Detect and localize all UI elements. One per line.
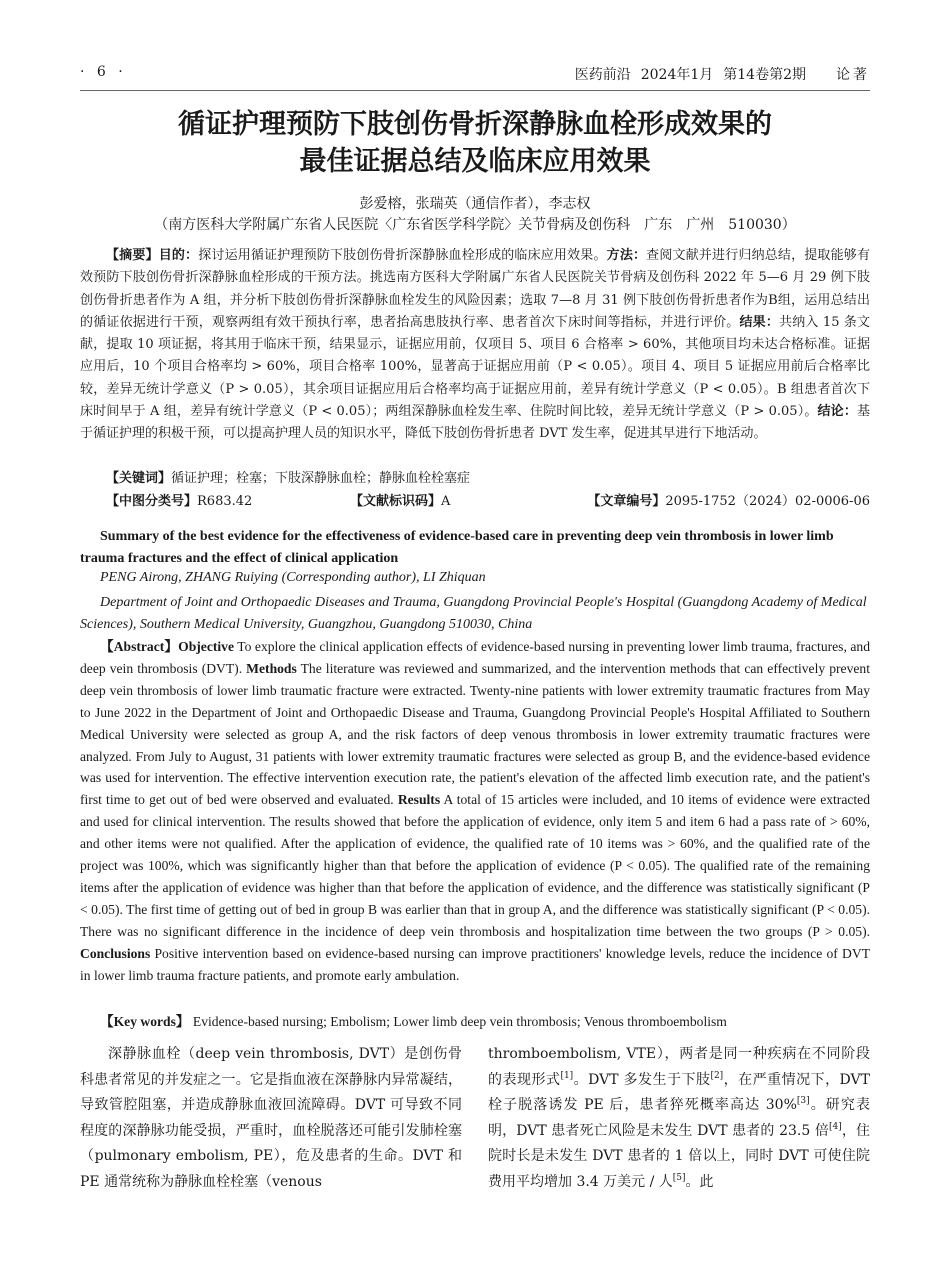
body-text: 。DVT 多发生于下肢	[573, 1071, 711, 1088]
body-column-right	[488, 1042, 870, 1196]
citation-ref: [2]	[710, 1070, 724, 1081]
body-column-left	[80, 1042, 462, 1196]
chinese-abstract	[80, 245, 870, 446]
en-objective-text: To explore the clinical application effects of evidence-based nursing in preventing lower limb trauma, fractures, and deep vein thrombosis (DVT).	[80, 639, 871, 676]
doc-value: A	[441, 494, 451, 509]
article-category: 论著	[836, 67, 870, 83]
body-text: ，住院时长是未发生 DVT 患者的 1 倍以上，同时 DVT 可使住院费用平均增加 3.4 万美元 / 人	[488, 1122, 871, 1190]
body-text: ，在严重情况下，DVT 栓子脱落诱发 PE 后，患者猝死概率高达 30%	[488, 1071, 870, 1114]
objective-text: 探讨运用循证护理预防下肢创伤骨折深静脉血栓形成的临床应用效果。	[198, 248, 607, 263]
journal-name: 医药前沿	[574, 67, 631, 83]
en-results-label: Results	[397, 792, 441, 808]
english-authors: PENG Airong, ZHANG Ruiying (Corresponding author), LI Zhiquan	[100, 570, 486, 585]
keywords-text: 循证护理；栓塞；下肢深静脉血栓；静脉血栓栓塞症	[171, 471, 471, 486]
english-keywords	[80, 1010, 870, 1030]
article-label: 【文章编号】	[587, 494, 666, 509]
en-keywords-text: Evidence-based nursing; Embolism; Lower limb deep vein thrombosis; Venous thromboembolism	[189, 1014, 727, 1029]
body-text: thromboembolism, VTE），两者是同一种疾病在不同阶段的表现形式	[488, 1046, 870, 1088]
page-number: · 6 ·	[80, 64, 127, 80]
paper-page	[80, 0, 870, 1280]
english-affiliation: Department of Joint and Orthopaedic Diseases and Trauma, Guangdong Provincial People's Hospital (Guangdong Academy of Medical Sciences), Southern Medical University, Guangzhou, Guangdong 510030, China	[80, 595, 867, 632]
body-text: 。此	[685, 1173, 714, 1190]
affiliation: （南方医科大学附属广东省人民医院〈广东省医学科学院〉关节骨病及创伤科 广东 广州 510030）	[154, 217, 796, 233]
header-rule	[80, 90, 870, 91]
body-paragraph-continued	[488, 1042, 870, 1196]
keywords	[80, 468, 870, 490]
en-conclusions-label: Conclusions	[80, 945, 151, 961]
results-text: 共纳入 15 条文献，提取 10 项证据，将其用于临床干预，结果显示，证据应用前，仅项目 5、项目 6 合格率 > 60%，其他项目均未达合格标准。证据应用后，10 个项目合格率均 > 60%，项目合格率 100%，显著高于证据应用前（P < 0.05）。项目 4、项目 5 证据应用前后合格率比较，差异无统计学意义（P > 0.05），其余项目证据应用后合格率均高于证据应用前，差异有统计学意义（P < 0.05）。B 组患者首次下床时间早于 A 组，差异有统计学意义（P < 0.05）；两组深静脉血栓发生率、住院时间比较，差异无统计学意义（P > 0.05）。	[80, 314, 870, 420]
article-title	[80, 106, 870, 180]
methods-label: 方法：	[606, 248, 647, 263]
en-keywords-label: 【Key words】	[100, 1014, 190, 1029]
clc-value: R683.42	[197, 494, 253, 509]
article-number	[587, 491, 870, 513]
en-objective-label: Objective	[178, 639, 234, 654]
english-abstract	[80, 636, 870, 987]
en-methods-label: Methods	[246, 660, 297, 676]
title-line-2: 最佳证据总结及临床应用效果	[299, 146, 651, 177]
document-code	[350, 491, 450, 513]
conclusions-label: 结论：	[817, 404, 857, 420]
en-abstract-label: 【Abstract】	[100, 639, 179, 654]
body-paragraph: 深静脉血栓（deep vein thrombosis, DVT）是创伤骨科患者常见的并发症之一。它是指血液在深静脉内异常凝结，导致管腔阻塞，并造成静脉血液回流障碍。DVT 可导致不同程度的深静脉功能受损，严重时，血栓脱落还可能引发肺栓塞（pulmonary embolism, PE），危及患者的生命。DVT 和 PE 通常统称为静脉血栓栓塞（venous	[80, 1046, 462, 1190]
authors: 彭爱榕，张瑞英（通信作者），李志权	[359, 196, 591, 212]
keywords-label: 【关键词】	[106, 471, 172, 486]
en-methods-text: The literature was reviewed and summarized, and the intervention methods that can effectively prevent deep vein thrombosis of lower limb traumatic fracture were extracted. Twenty-nine patients with lower extremity traumatic fractures from May to June 2022 in the Department of Joint and Orthopaedic Disease and Trauma, Guangdong Provincial People's Hospital Affiliated to Southern Medical University were selected as group A, and the risk factors of deep venous thrombosis in lower extremity traumatic fractures were analyzed. From July to August, 31 patients with lower extremity traumatic fractures were selected as group B, and the evidence-based evidence was used for intervention. The effective intervention execution rate, the patient's elevation of the affected limb execution rate, and the patient's first time to get out of bed were observed and evaluated.	[80, 660, 870, 808]
body-text: 。研究表明，DVT 患者死亡风险是未发生 DVT 患者的 23.5 倍	[488, 1097, 870, 1139]
article-value: 2095-1752（2024）02-0006-06	[665, 494, 870, 509]
citation-ref: [1]	[560, 1070, 574, 1081]
results-label: 结果：	[739, 314, 780, 330]
issue-date: 2024年1月	[640, 67, 714, 83]
abstract-label: 【摘要】	[106, 248, 159, 263]
title-line-1: 循证护理预防下肢创伤骨折深静脉血栓形成效果的	[178, 109, 772, 140]
citation-ref: [3]	[796, 1096, 810, 1107]
en-results-text: A total of 15 articles were included, and 10 items of evidence were extracted and used for clinical intervention. The results showed that before the application of evidence, only item 5 and item 6 had a pass rate of > 60%, and other items were not qualified. After the application of evidence, the qualified rate of 10 items was > 60%, and the qualified rate of the project was 100%, which was significantly higher than that before the application of evidence (P < 0.05). The qualified rate of the remaining items after the application of evidence was higher than that before the application of evidence, and the difference was statistically significant (P < 0.05). The first time of getting out of bed in group B was earlier than that in group A, and the difference was statistically significant (P < 0.05). There was no significant difference in the incidence of deep vein thrombosis and hospitalization time between the two groups (P > 0.05).	[80, 792, 870, 939]
english-title: Summary of the best evidence for the effectiveness of evidence-based care in preventing deep vein thrombosis in lower limb trauma fractures and the effect of clinical application	[80, 529, 834, 566]
methods-text: 查阅文献并进行归纳总结，提取能够有效预防下肢创伤骨折深静脉血栓形成的干预方法。挑选南方医科大学附属广东省人民医院关节骨病及创伤科 2022 年 5—6 月 29 例下肢创伤骨折患者作为 A 组，并分析下肢创伤骨折深静脉血栓发生的风险因素；选取 7—8 月 31 例下肢创伤骨折患者作为B组，运用总结出的循证依据进行干预，观察两组有效干预执行率，患者抬高患肢执行率、患者首次下床时间等指标，并进行评价。	[80, 248, 870, 330]
clc-label: 【中图分类号】	[106, 494, 198, 509]
journal-info	[565, 64, 870, 84]
objective-label: 目的：	[158, 248, 199, 263]
citation-ref: [4]	[829, 1121, 842, 1132]
conclusions-text: 基于循证护理的积极干预，可以提高护理人员的知识水平，降低下肢创伤骨折患者 DVT 发生率，促进其早进行下地活动。	[80, 404, 870, 442]
volume-issue: 第14卷第2期	[723, 67, 806, 83]
en-conclusions-text: Positive intervention based on evidence-based nursing can improve practitioners' knowledge levels, reduce the incidence of DVT in lower limb trauma fracture patients, and promote early ambulation.	[80, 945, 870, 983]
running-header	[80, 62, 870, 86]
citation-ref: [5]	[672, 1172, 686, 1183]
doc-label: 【文献标识码】	[350, 494, 442, 509]
clc-number	[106, 491, 252, 513]
